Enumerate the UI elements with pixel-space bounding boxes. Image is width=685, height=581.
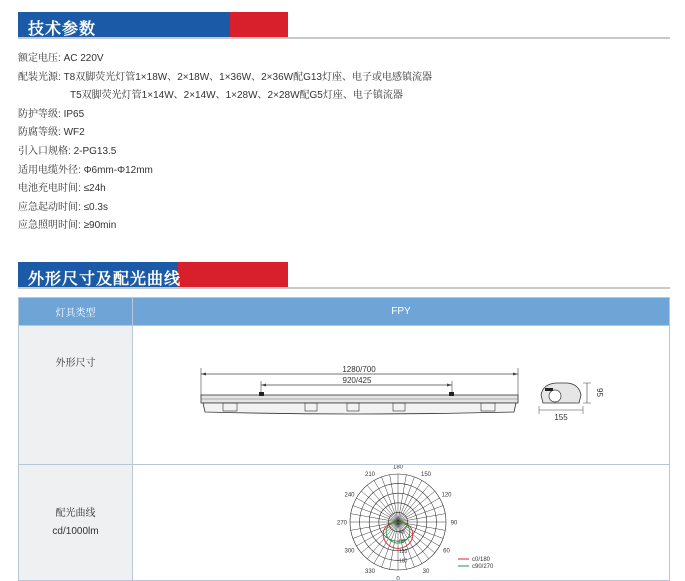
header-bar-red: [230, 12, 288, 39]
polar-angle-label: 330: [364, 568, 376, 575]
param-row: 配装光源: T8双脚荧光灯管1×18W、2×18W、1×36W、2×36W配G13灯座、电子或电感镇流器: [18, 71, 432, 83]
param-row: 防腐等级: WF2: [18, 127, 85, 139]
polar-angle-label: 240: [344, 492, 355, 499]
row-label-dimensions: 外形尺寸: [19, 326, 133, 465]
polar-diagram: [133, 465, 669, 580]
polar-ring-label: 120: [399, 548, 408, 555]
end-view: [541, 383, 581, 403]
spec-parameters: [18, 50, 432, 236]
polar-diagram-cell: [133, 465, 670, 581]
dim-width: 155: [554, 413, 568, 422]
polar-angle-label: 30: [422, 568, 430, 575]
param-row: 引入口规格: 2-PG13.5: [18, 145, 117, 157]
header-bar-red: [178, 262, 288, 289]
param-row: 适用电缆外径: Φ6mm-Φ12mm: [18, 164, 153, 176]
spec-table: [18, 297, 670, 581]
section-header-tech: [18, 12, 670, 39]
polar-legend: [458, 557, 494, 570]
polar-ring-label: 160: [399, 558, 408, 565]
polar-angle-label: 210: [364, 472, 376, 479]
table-row-dimensions: [19, 326, 670, 465]
section-title-shape: 外形尺寸及配光曲线: [28, 271, 182, 288]
legend-label: c90/270: [472, 564, 494, 570]
polar-angle-label: 60: [443, 548, 450, 555]
dim-overall: 1280/700: [342, 365, 376, 374]
header-type: 灯具类型: [19, 298, 133, 326]
dim-mount: 920/425: [342, 376, 372, 385]
row-label-light-curve: 配光曲线 cd/1000lm: [19, 465, 133, 581]
table-row-light-curve: [19, 465, 670, 581]
dimension-drawing-cell: [133, 326, 670, 465]
param-row: 电池充电时间: ≤24h: [18, 183, 106, 195]
section-header-shape: [18, 262, 670, 289]
section-title-tech: 技术参数: [28, 21, 97, 38]
param-row: T5双脚荧光灯管1×14W、2×14W、1×28W、2×28W配G5灯座、电子镇流器: [70, 90, 403, 102]
param-row: 应急起动时间: ≤0.3s: [18, 201, 108, 213]
polar-angle-label: 0: [396, 576, 400, 580]
polar-ring-label: 80: [399, 539, 405, 546]
polar-angle-label: 90: [450, 520, 458, 527]
polar-angle-label: 300: [344, 548, 355, 555]
dimension-drawing: [133, 340, 669, 450]
param-row: 应急照明时间: ≥90min: [18, 220, 117, 232]
polar-grid: [337, 465, 458, 580]
dim-height: 95: [595, 388, 604, 397]
polar-angle-label: 120: [441, 492, 452, 499]
table-header-row: [19, 298, 670, 326]
header-underline: [18, 37, 670, 39]
param-row: 防护等级: IP65: [18, 108, 85, 120]
polar-ring-label: 40: [399, 529, 405, 536]
luminaire-cover: [203, 403, 516, 414]
header-model: FPY: [133, 298, 670, 326]
param-row: 额定电压: AC 220V: [18, 53, 104, 64]
polar-angle-label: 180: [392, 465, 404, 471]
legend-label: c0/180: [472, 557, 491, 563]
polar-angle-label: 270: [336, 520, 348, 527]
polar-angle-label: 150: [420, 472, 432, 479]
